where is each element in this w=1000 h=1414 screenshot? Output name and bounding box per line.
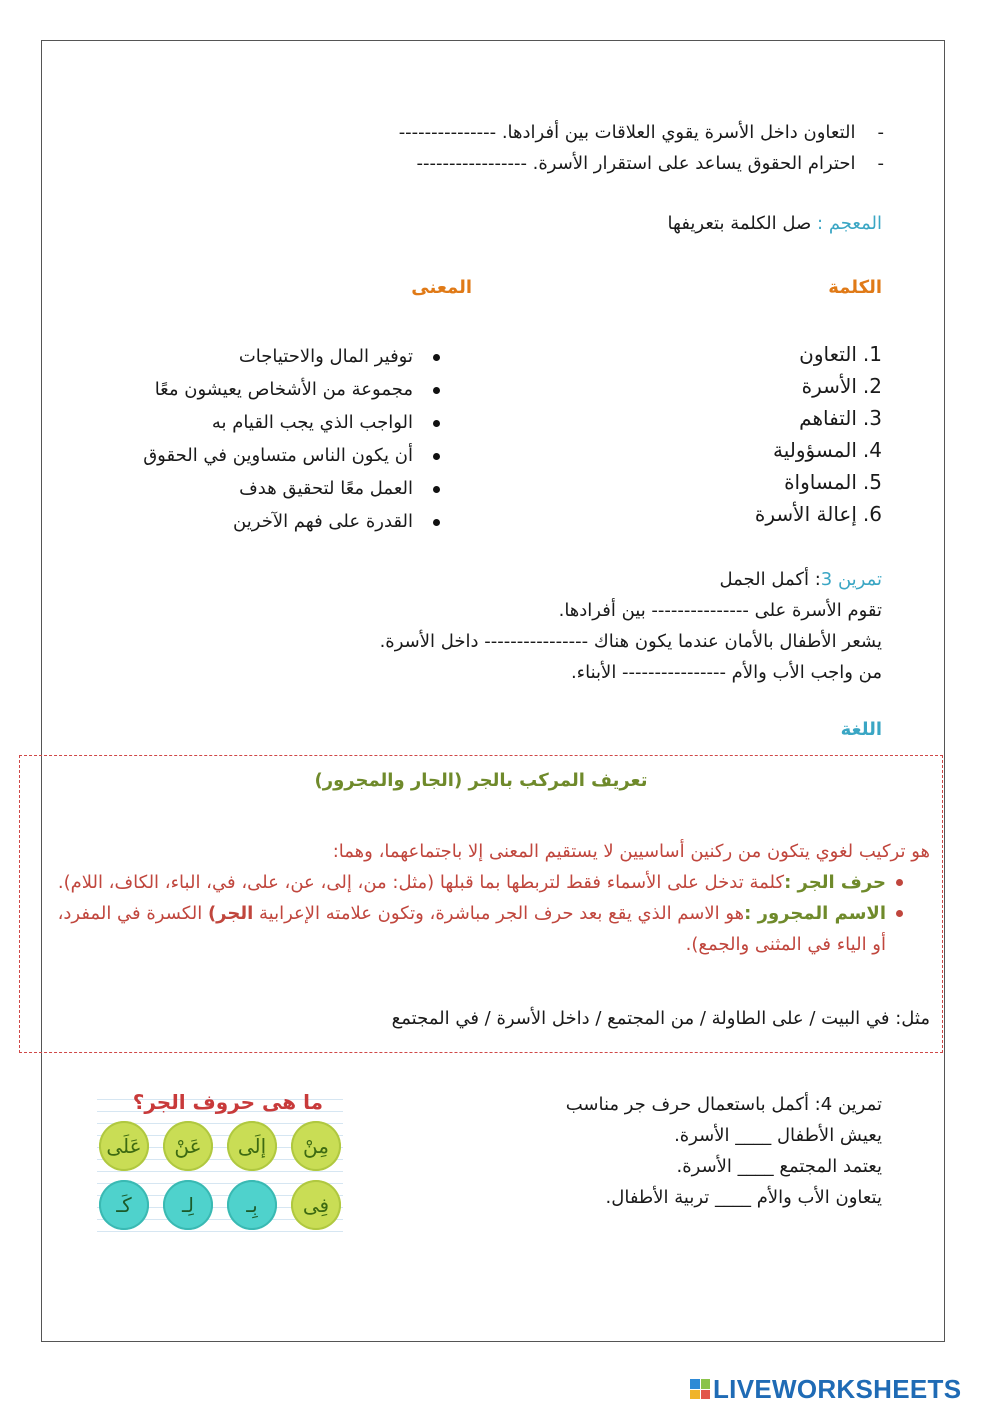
bullet-dot-icon — [433, 486, 440, 493]
preposition-circle: كَـ — [99, 1180, 149, 1230]
word-number: 1. — [862, 342, 882, 366]
intro-text: التعاون داخل الأسرة يقوي العلاقات بين أفرادها. --------------- — [398, 122, 856, 143]
meaning-item[interactable] — [143, 505, 440, 538]
language-heading: اللغة — [840, 719, 882, 740]
bullet-dot-icon — [433, 387, 440, 394]
bullet-dot-icon — [433, 519, 440, 526]
meaning-item[interactable] — [143, 406, 440, 439]
logo-mark-icon — [690, 1379, 710, 1399]
preposition-circle: بِـ — [227, 1180, 277, 1230]
exercise-3-instruction: : أكمل الجمل — [719, 569, 821, 590]
meaning-text: العمل معًا لتحقيق هدف — [239, 478, 413, 499]
word-text: المساواة — [784, 470, 857, 494]
word-number: 6. — [862, 502, 882, 526]
word-text: إعالة الأسرة — [754, 502, 857, 526]
bullet-preposition — [50, 867, 930, 898]
word-item[interactable] — [755, 338, 882, 370]
exercise-3-sentence[interactable]: تقوم الأسرة على --------------- بين أفرادها. — [558, 600, 882, 621]
preposition-term: حرف الجر : — [784, 872, 886, 893]
word-text: الأسرة — [801, 374, 857, 398]
exercise-4-sentence[interactable]: يعيش الأطفال ____ الأسرة. — [674, 1125, 882, 1146]
prepositions-card — [97, 1088, 343, 1232]
intro-text: احترام الحقوق يساعد على استقرار الأسرة. ----------------- — [416, 153, 856, 174]
preposition-circle: إلَى — [227, 1121, 277, 1171]
meaning-item[interactable] — [143, 439, 440, 472]
intro-bullet: - — [877, 122, 884, 143]
word-text: التفاهم — [799, 406, 857, 430]
exercise-4-sentence[interactable]: يتعاون الأب والأم ____ تربية الأطفال. — [605, 1187, 882, 1208]
meaning-list — [143, 340, 440, 538]
bullet-dot-icon — [433, 354, 440, 361]
word-number: 4. — [862, 438, 882, 462]
dictionary-label: المعجم — [828, 213, 882, 234]
genitive-noun-term: الاسم المجرور : — [744, 903, 886, 924]
word-number: 3. — [862, 406, 882, 430]
word-item[interactable] — [755, 498, 882, 530]
preposition-circle: لِـ — [163, 1180, 213, 1230]
bullet-genitive-noun — [50, 898, 930, 960]
grammar-box — [19, 755, 943, 1053]
logo-text: LIVEWORKSHEETS — [713, 1373, 962, 1404]
preposition-circle: عَنْ — [163, 1121, 213, 1171]
preposition-circle: مِنْ — [291, 1121, 341, 1171]
exercise-4-heading: تمرين 4: أكمل باستعمال حرف جر مناسب — [565, 1094, 882, 1115]
meaning-item[interactable] — [143, 373, 440, 406]
exercise-4-sentence[interactable]: يعتمد المجتمع ____ الأسرة. — [676, 1156, 882, 1177]
liveworksheets-logo[interactable] — [690, 1374, 961, 1404]
genitive-noun-definition: هو الاسم الذي يقع بعد حرف الجر مباشرة، وتكون علامته الإعرابية — [253, 903, 745, 924]
definition-text: هو تركيب لغوي يتكون من ركنين أساسيين لا يستقيم المعنى إلا باجتماعهما، وهما: — [332, 841, 930, 862]
intro-line-2 — [417, 153, 884, 174]
grammar-example: مثل: في البيت / على الطاولة / من المجتمع / داخل الأسرة / في المجتمع — [391, 1008, 930, 1029]
prepositions-card-title: ما هى حروف الجر؟ — [132, 1090, 323, 1114]
genitive-case-word: الجر) — [207, 903, 254, 924]
intro-line-1 — [399, 122, 884, 143]
bullet-dot-icon — [433, 453, 440, 460]
dictionary-colon: : — [817, 213, 829, 234]
word-item[interactable] — [755, 466, 882, 498]
intro-bullet: - — [877, 153, 884, 174]
preposition-circle: فِى — [291, 1180, 341, 1230]
word-item[interactable] — [755, 402, 882, 434]
word-text: المسؤولية — [773, 438, 857, 462]
meaning-item[interactable] — [143, 340, 440, 373]
meaning-text: القدرة على فهم الآخرين — [233, 511, 413, 532]
bullet-dot-icon — [896, 879, 903, 886]
dictionary-heading — [668, 213, 882, 234]
grammar-box-body — [50, 836, 930, 960]
word-item[interactable] — [755, 370, 882, 402]
grammar-box-title: تعريف المركب بالجر (الجار والمجرور) — [314, 770, 648, 791]
word-text: التعاون — [799, 342, 857, 366]
dictionary-instruction: صل الكلمة بتعريفها — [667, 213, 818, 234]
meaning-text: مجموعة من الأشخاص يعيشون معًا — [154, 379, 413, 400]
preposition-circle: عَلَى — [99, 1121, 149, 1171]
meaning-text: الواجب الذي يجب القيام به — [211, 412, 413, 433]
meaning-column-header: المعنى — [411, 277, 472, 298]
bullet-dot-icon — [433, 420, 440, 427]
meaning-item[interactable] — [143, 472, 440, 505]
meaning-text: توفير المال والاحتياجات — [238, 346, 413, 367]
exercise-3-sentence[interactable]: من واجب الأب والأم ---------------- الأبناء. — [570, 662, 882, 683]
word-column-header: الكلمة — [828, 277, 882, 298]
exercise-4 — [566, 1089, 882, 1213]
exercise-3-heading — [380, 564, 882, 595]
word-number: 2. — [862, 374, 882, 398]
exercise-3-sentence[interactable]: يشعر الأطفال بالأمان عندما يكون هناك ---------------- داخل الأسرة. — [379, 631, 882, 652]
word-list — [755, 338, 882, 530]
exercise-3 — [380, 564, 882, 688]
word-item[interactable] — [755, 434, 882, 466]
preposition-definition: كلمة تدخل على الأسماء فقط لتربطها بما قبلها (مثل: من، إلى، عن، على، في، الباء، الكاف، اللام). — [57, 872, 785, 893]
exercise-3-label: تمرين 3 — [820, 569, 882, 590]
genitive-noun-definition-end: الكسرة في المفرد، أو الياء في المثنى والجمع). — [57, 903, 886, 955]
bullet-dot-icon — [896, 910, 903, 917]
word-number: 5. — [862, 470, 882, 494]
meaning-text: أن يكون الناس متساوين في الحقوق — [143, 445, 413, 466]
